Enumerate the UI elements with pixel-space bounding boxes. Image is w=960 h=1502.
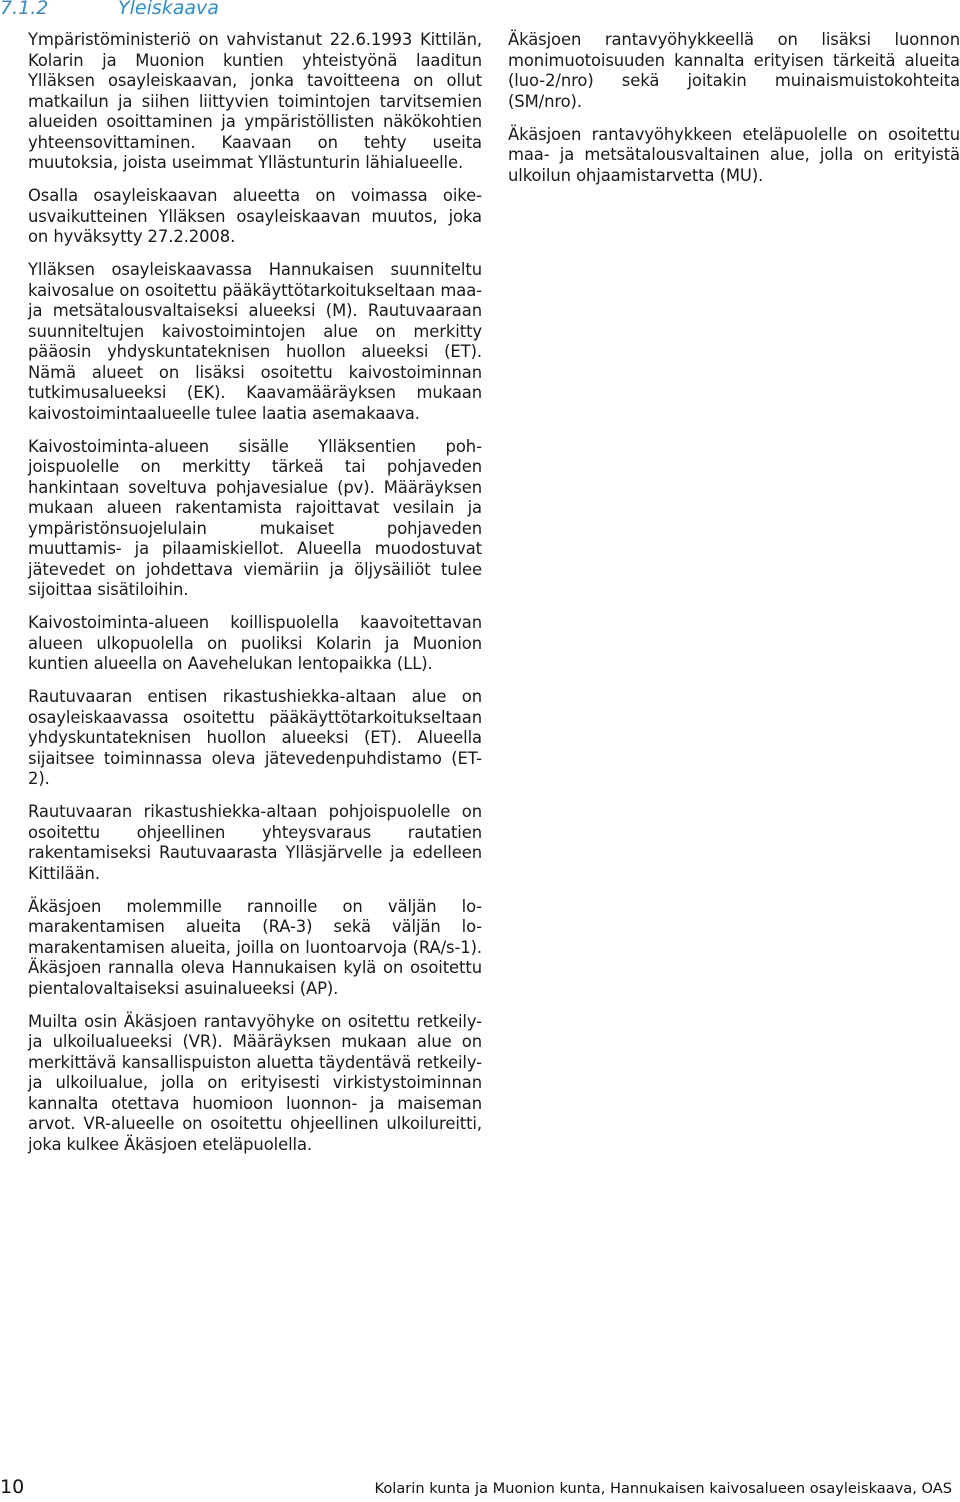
paragraph: Äkäsjoen rantavyöhykkeellä on lisäksi luonnon monimuotoisuuden kannalta erityisen tärkeitä alueita (luo-2/nro) sekä joitakin muinaismuistokohteita (SM/nro).: [508, 30, 960, 111]
section-title: Yleiskaava: [118, 0, 219, 19]
footer-title: Kolarin kunta ja Muonion kunta, Hannukaisen kaivosalueen osayleiskaava, OAS: [374, 1480, 952, 1497]
paragraph: Muilta osin Äkäsjoen rantavyöhyke on ositettu retkeily- ja ulkoilualueeksi (VR). Määräyksen mukaan alue on merkittävä kansallispuiston aluetta täydentävä retkeily- ja ulkoilualue, jolla on erityisesti virkistystoiminnan kannalta otettava huomioon luonnon- ja maiseman arvot. VR-alueelle on osoitettu ohjeellinen ulkoilureitti, joka kulkee Äkäsjoen eteläpuolella.: [28, 1011, 482, 1154]
paragraph: Ympäristöministeriö on vahvistanut 22.6.1993 Kittilän, Kolarin ja Muonion kuntien yhteistyönä laaditun Ylläksen osayleiskaavan, jonka tavoitteena on ollut matkailun ja siihen liittyvien toimintojen tarvitsemien alueiden osoittaminen ja ympäristöllisten näkökohtien yhteensovittaminen. Kaavaan on tehty useita muutoksia, joista useimmat Yllästunturin lähialueelle.: [28, 30, 482, 172]
right-column: [508, 30, 960, 199]
paragraph: Ylläksen osayleiskaavassa Hannukaisen suunniteltu kaivosalue on osoitettu pääkäyttötarkoitukseltaan maa- ja metsätalousvaltaiseksi alueeksi (M). Rautuvaaraan suunniteltujen kaivostoimintojen alue on merkitty pääosin yhdyskuntateknisen huollon alueeksi (ET). Nämä alueet on lisäksi osoitettu kaivostoiminnan tutkimusalueeksi (EK). Kaavamääräyksen mukaan kaivostoimintaalueelle tulee laatia asemakaava.: [28, 260, 482, 423]
paragraph: Kaivostoiminta-alueen sisälle Ylläksentien pohjoispuolelle on merkitty tärkeä tai pohjaveden hankintaan soveltuva pohjavesialue (pv). Määräyksen mukaan alueen rakentamista rajoittavat vesilain ja ympäristönsuojelulain mukaiset pohjaveden muuttamis- ja pilaamiskiellot. Alueella muodostuvat jätevedet on johdettava viemäriin ja öljysäiliöt tulee sijoittaa sisätiloihin.: [28, 436, 482, 599]
left-column: [28, 30, 482, 1168]
paragraph: Kaivostoiminta-alueen koillispuolella kaavoitettavan alueen ulkopuolella on puoliksi Kolarin ja Muonion kuntien alueella on Aavehelukan lentopaikka (LL).: [28, 613, 482, 673]
section-number: 7.1.2: [0, 0, 49, 19]
paragraph: Äkäsjoen molemmille rannoille on väljän lomarakentamisen alueita (RA-3) sekä väljän lomarakentamisen alueita, joilla on luontoarvoja (RA/s-1). Äkäsjoen rannalla oleva Hannukaisen kylä on osoitettu pientalovaltaiseksi asuinalueeksi (AP).: [28, 896, 482, 998]
paragraph: Äkäsjoen rantavyöhykkeen eteläpuolelle on osoitettu maa- ja metsätalousvaltainen alue, jolla on erityistä ulkoilun ohjaamistarvetta (MU).: [508, 124, 960, 185]
paragraph: Rautuvaaran rikastushiekka-altaan pohjoispuolelle on osoitettu ohjeellinen yhteysvaraus rautatien rakentamiseksi Rautuvaarasta Ylläsjärvelle ja edelleen Kittilään.: [28, 802, 482, 883]
section-heading: [0, 0, 219, 20]
paragraph: Rautuvaaran entisen rikastushiekka-altaan alue on osayleiskaavassa osoitettu pääkäyttötarkoitukseltaan yhdyskuntateknisen huollon alueeksi (ET). Alueella sijaitsee toiminnassa oleva jätevedenpuhdistamo (ET-2).: [28, 687, 482, 788]
page-number: 10: [0, 1476, 25, 1498]
paragraph: Osalla osayleiskaavan alueetta on voimassa oikeusvaikutteinen Ylläksen osayleiskaavan muutos, joka on hyväksytty 27.2.2008.: [28, 186, 482, 246]
